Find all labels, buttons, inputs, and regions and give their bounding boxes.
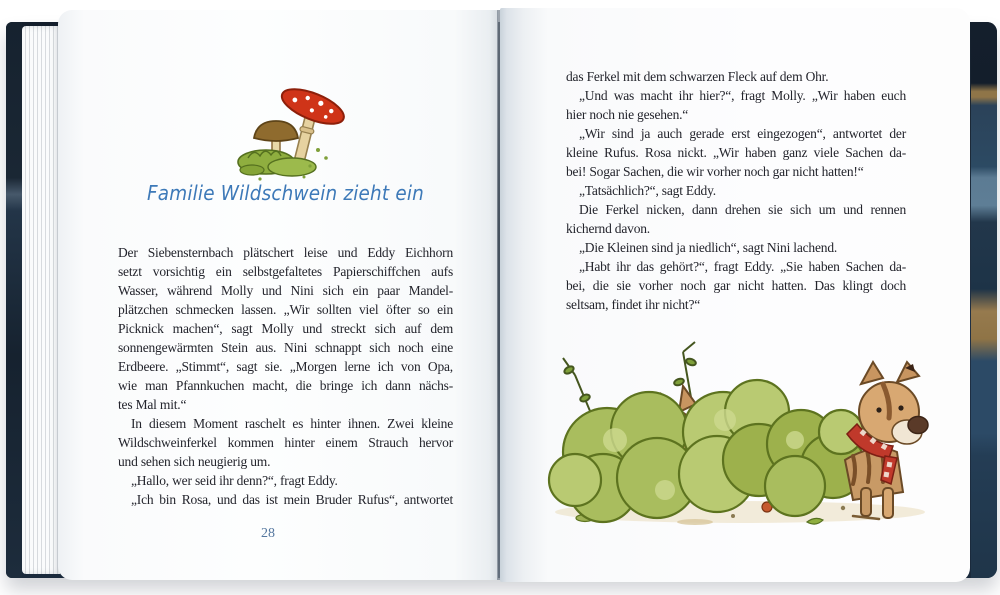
left-page <box>58 10 498 580</box>
text-line: „Habt ihr das gehört?“, fragt Eddy. „Sie haben Sachen da- <box>579 259 906 274</box>
text-line: hier noch nie gesehen.“ <box>566 107 689 122</box>
text-line: „Hallo, wer seid ihr denn?“, fragt Eddy. <box>131 473 338 488</box>
text-line: seltsam, findet ihr nicht?“ <box>566 297 701 312</box>
text-line: „Und was macht ihr hier?“, fragt Molly. „Wir haben euch <box>579 88 906 103</box>
text-line: Wasser, während Molly und Nini sich ein paar Mandel- <box>118 283 453 298</box>
text-line: setzt vorsichtig ein selbstgefaltetes Papierschiffchen aufs <box>118 264 453 279</box>
page-edge-stack <box>22 26 60 574</box>
text-line: Picknick machen“, sagt Molly und streckt sich auf dem <box>118 321 453 336</box>
text-line: Der Siebensternbach plätschert leise und Eddy Eichhorn <box>118 245 453 260</box>
text-line: „Ich bin Rosa, und das ist mein Bruder Rufus“, antwortet <box>131 492 453 507</box>
text-line: Die Ferkel nicken, dann drehen sie sich um und rennen <box>579 202 906 217</box>
text-line: „Wir sind ja auch gerade erst eingezogen“, antwortet der <box>579 126 906 141</box>
text-line: das Ferkel mit dem schwarzen Fleck auf dem Ohr. <box>566 69 829 84</box>
bush-left <box>549 392 697 522</box>
bush-illustration <box>545 340 945 542</box>
right-page <box>500 8 970 582</box>
mushroom-illustration <box>230 80 362 182</box>
text-line: „Tatsächlich?“, sagt Eddy. <box>579 183 716 198</box>
text-line: tes Mal mit.“ <box>118 397 187 412</box>
right-page-text <box>566 67 906 314</box>
text-line: und sehen sich neugierig um. <box>118 454 271 469</box>
text-line: wie man Pfannkuchen macht, die bringe ich dann nächs- <box>118 378 453 393</box>
text-line: kleine Rufus. Rosa nickt. „Wir haben ganz viele Sachen da- <box>566 145 906 160</box>
text-line: In diesem Moment raschelt es hinter ihnen. Zwei kleine <box>131 416 453 431</box>
text-line: kichernd davon. <box>566 221 650 236</box>
text-line: Wildschweinferkel kommen hinter einem Strauch hervor <box>118 435 453 450</box>
text-line: bei! Sogar Sachen, die wir vorher noch gar nicht hatten!“ <box>566 164 864 179</box>
page-number: 28 <box>261 526 275 541</box>
text-line: sonnengewärmten Stein aus. Nini schnappt sich noch eine <box>118 340 453 355</box>
text-line: Erdbeere. „Stimmt“, sagt sie. „Morgen lerne ich von Opa, <box>118 359 453 374</box>
text-line: plätzchen schmecken lassen. „Wir sollten viel öfter so ein <box>118 302 453 317</box>
chapter-title: Familie Wildschwein zieht ein <box>146 181 424 205</box>
back-cover-watercolor-edge <box>971 22 997 578</box>
front-cover-edge <box>6 22 22 578</box>
left-page-text <box>118 243 453 509</box>
text-line: „Die Kleinen sind ja niedlich“, sagt Nini lachend. <box>579 240 838 255</box>
text-line: bei, die sie vorher noch gar nicht hatten. Das klingt doch <box>566 278 906 293</box>
piglet-standing <box>845 362 928 518</box>
